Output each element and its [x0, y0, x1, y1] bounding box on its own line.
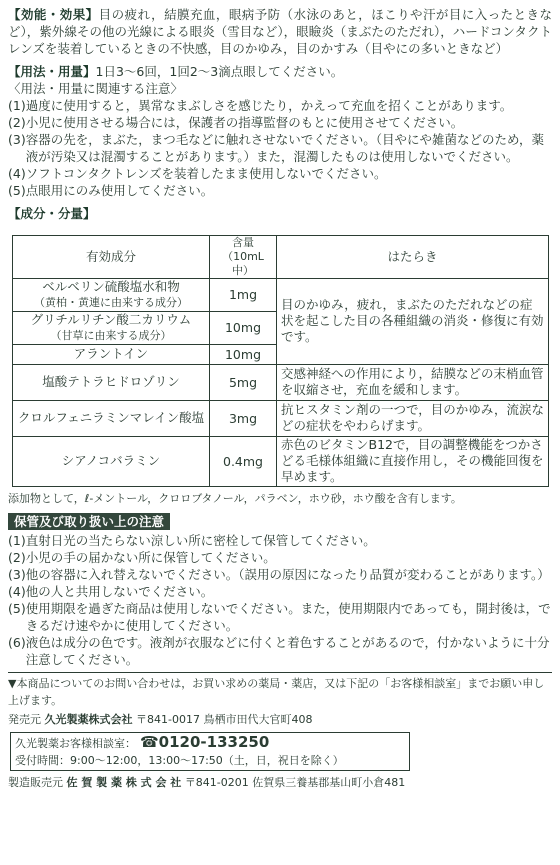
ingredient-cell — [13, 344, 210, 364]
ingredient-cell — [13, 364, 210, 400]
item-text: 容器の先を，まぶた，まつ毛などに触れさせないでください。（目やにや雑菌などのため，薬液が汚染又は混濁することがあります。）また，混濁したものは使用しないでください。 — [25, 132, 544, 164]
ingredient-name: 塩酸テトラヒドロゾリン — [42, 374, 180, 389]
amount-cell: 5mg — [210, 364, 277, 400]
item-text: 他の人と共用しないでください。 — [25, 583, 214, 599]
ingredient-cell — [13, 400, 210, 436]
maker-name: 佐 賀 製 薬 株 式 会 社 — [66, 775, 182, 789]
amount-cell: 0.4mg — [210, 436, 277, 486]
item-number: (3) — [8, 566, 26, 582]
amount-cell: 3mg — [210, 400, 277, 436]
item-text: 点眼用にのみ使用してください。 — [25, 183, 214, 198]
list-item — [8, 549, 552, 566]
inquiry-note: ▼本商品についてのお問い合わせは，お買い求めの薬局・薬店，又は下記の「お客様相談室」までお願い申し上げます。 — [8, 676, 545, 707]
effects-section — [8, 6, 552, 57]
list-item — [8, 600, 552, 634]
effects-heading: 【効能・効果】 — [8, 7, 99, 22]
list-item — [8, 114, 552, 131]
ingredient-name: ベルベリン硫酸塩水和物 — [42, 278, 180, 294]
item-number: (1) — [8, 532, 26, 548]
amount-cell: 10mg — [210, 311, 277, 344]
contact-box — [10, 732, 410, 771]
ingredient-cell — [13, 436, 210, 486]
column-header-ingredient: 有効成分 — [13, 235, 210, 278]
item-text: ソフトコンタクトレンズを装着したまま使用しないでください。 — [25, 166, 387, 181]
list-item — [8, 165, 552, 182]
ingredient-name: シアノコバラミン — [61, 453, 161, 468]
item-text: 小児に使用させる場合には，保護者の指導監督のもとに使用させてください。 — [25, 115, 464, 130]
item-number: (1) — [8, 98, 26, 113]
maker-label: 製造販売元 — [8, 775, 63, 789]
divider — [8, 672, 552, 673]
item-number: (6) — [8, 634, 26, 650]
seller-name: 久光製薬株式会社 — [44, 712, 133, 726]
table-row — [13, 278, 549, 311]
item-text: 過度に使用すると，異常なまぶしさを感じたり，かえって充血を招くことがあります。 — [25, 98, 513, 113]
hours-line: 受付時間：9:00～12:00，13:00～17:50（土，日，祝日を除く） — [15, 753, 344, 767]
item-text: 小児の手の届かない所に保管してください。 — [25, 549, 276, 565]
storage-heading: 保管及び取り扱い上の注意 — [8, 513, 170, 530]
item-number: (4) — [8, 583, 26, 599]
table-row — [13, 400, 549, 436]
item-number: (5) — [8, 183, 26, 198]
item-number: (5) — [8, 600, 26, 616]
list-item — [8, 583, 552, 600]
seller-line — [8, 711, 552, 728]
amount-cell: 10mg — [210, 344, 277, 364]
ingredient-name: アラントイン — [73, 346, 149, 361]
list-item — [8, 566, 552, 583]
item-text: 使用期限を過ぎた商品は使用しないでください。また，使用期限内であっても，開封後は，できるだけ速やかに使用してください。 — [25, 600, 551, 633]
effect-cell: 交感神経への作用により，結膜などの末梢血管を収縮させ，充血を緩和します。 — [277, 364, 549, 400]
contact-line — [15, 734, 405, 752]
list-item — [8, 131, 552, 165]
ingredients-table — [12, 235, 549, 487]
item-number: (2) — [8, 549, 26, 565]
column-header-amount: 含量 （10mL中） — [210, 235, 277, 278]
column-header-effect: はたらき — [277, 235, 549, 278]
dosage-text: 1日3～6回，1回2～3滴点眼してください。 — [95, 64, 344, 79]
ingredients-heading: 【成分・分量】 — [8, 206, 96, 221]
maker-address: 〒841-0201 佐賀県三養基郡基山町小倉481 — [184, 775, 406, 789]
table-row — [13, 364, 549, 400]
item-text: 他の容器に入れ替えないでください。（誤用の原因になったり品質が変わることがあります。） — [25, 566, 550, 582]
seller-label: 発売元 — [8, 712, 41, 726]
item-text: 液色は成分の色です。液剤が衣服などに付くと着色することがあるので，付かないように十分注意してください。 — [25, 634, 550, 667]
ingredient-name: クロルフェニラミンマレイン酸塩 — [17, 410, 205, 425]
contact-label: 久光製薬お客様相談室： — [15, 736, 136, 750]
seller-address: 〒841-0017 鳥栖市田代大官町408 — [136, 712, 313, 726]
dosage-section — [8, 63, 552, 80]
ingredient-note: （甘草に由来する成分） — [50, 328, 172, 342]
effect-cell: 抗ヒスタミン剤の一つで，目のかゆみ，流涙などの症状をやわらげます。 — [277, 400, 549, 436]
dosage-notes-heading: 〈用法・用量に関連する注意〉 — [8, 81, 184, 96]
list-item — [8, 182, 552, 199]
list-item — [8, 634, 552, 668]
ingredient-cell — [13, 278, 210, 311]
ingredient-note: （黄柏・黄連に由来する成分） — [34, 295, 188, 309]
dosage-notes-list — [8, 97, 552, 199]
amount-cell: 1mg — [210, 278, 277, 311]
effect-cell: 目のかゆみ，疲れ，まぶたのただれなどの症状を起こした目の各種組織の消炎・修復に有効です。 — [277, 278, 549, 364]
list-item — [8, 97, 552, 114]
effects-text: 目の疲れ，結膜充血，眼病予防（水泳のあと，ほこりや汗が目に入ったときなど），紫外線その他の光線による眼炎（雪目など），眼瞼炎（まぶたのただれ），ハードコンタクトレンズを装着しているときの不快感，目のかゆみ，目のかすみ（目やにの多いときなど） — [8, 7, 552, 56]
item-text: 直射日光の当たらない涼しい所に密栓して保管してください。 — [25, 532, 376, 548]
storage-list — [8, 532, 552, 668]
effect-cell: 赤色のビタミンB12で，目の調整機能をつかさどる毛様体組織に直接作用し，その機能回復を早めます。 — [277, 436, 549, 486]
ingredient-name: グリチルリチン酸二カリウム — [30, 311, 192, 327]
freedial-number: ☎0120-133250 — [139, 732, 270, 751]
item-number: (3) — [8, 132, 26, 147]
list-item — [8, 532, 552, 549]
maker-line — [8, 774, 552, 791]
ingredient-cell — [13, 311, 210, 344]
item-number: (2) — [8, 115, 26, 130]
table-header-row — [13, 235, 549, 278]
additives-note: 添加物として，ℓ-メントール，クロロブタノール，パラベン，ホウ砂，ホウ酸を含有します。 — [8, 491, 462, 505]
dosage-heading: 【用法・用量】 — [8, 64, 96, 79]
table-row — [13, 436, 549, 486]
item-number: (4) — [8, 166, 26, 181]
